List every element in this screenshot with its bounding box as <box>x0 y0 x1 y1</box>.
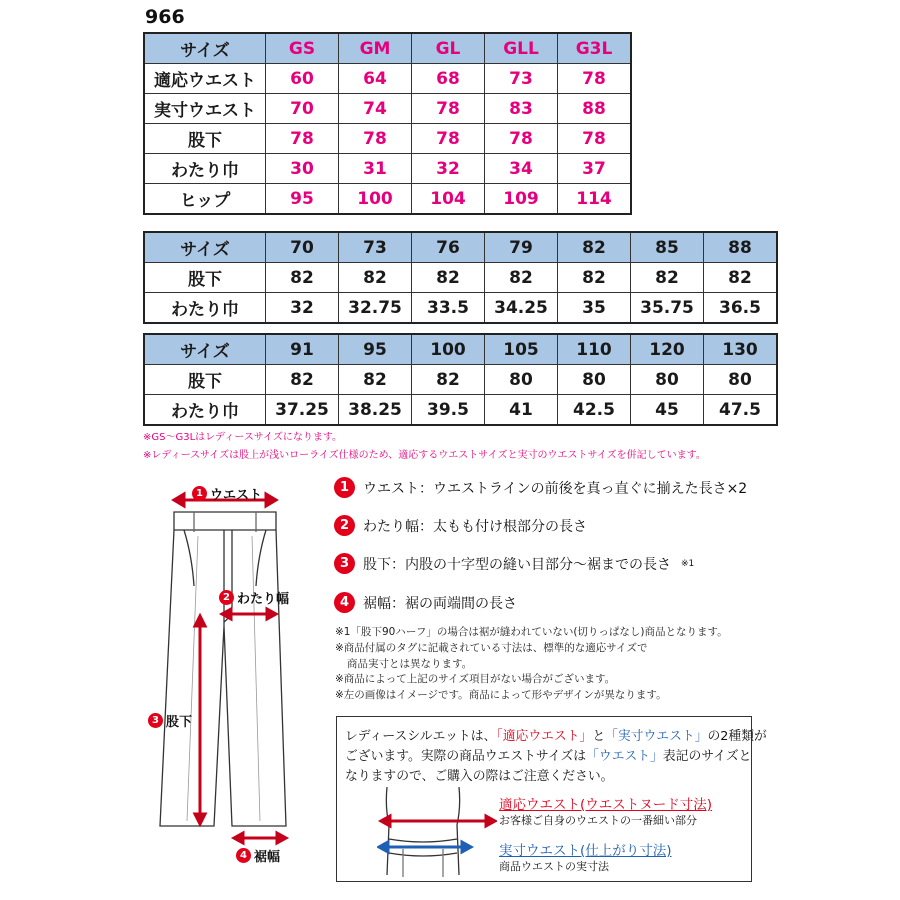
value-cell: 130 <box>704 334 778 365</box>
actual-waist-subtitle: 商品ウエストの実寸法 <box>499 860 609 873</box>
table-row <box>144 64 631 94</box>
value-cell: 80 <box>704 365 778 395</box>
value-cell: 76 <box>412 232 485 263</box>
value-cell: 78 <box>558 64 632 94</box>
footnote-3: ※商品によって上記のサイズ項目がない場合がございます。 <box>335 673 616 686</box>
diagram-label-thigh <box>219 588 289 607</box>
table-header-row <box>144 232 777 263</box>
value-cell: GM <box>339 33 412 64</box>
row-label-cell: 適応ウエスト <box>144 64 266 94</box>
value-cell: 34.25 <box>485 293 558 324</box>
value-cell: 41 <box>485 395 558 426</box>
value-cell: G3L <box>558 33 632 64</box>
row-label-cell: わたり巾 <box>144 293 266 324</box>
size-table-large <box>143 333 778 426</box>
table-header-row <box>144 33 631 64</box>
table-row <box>144 395 777 426</box>
info-l1e: の2種類が <box>707 729 767 744</box>
value-cell: 91 <box>266 334 339 365</box>
value-cell: 30 <box>266 154 339 184</box>
value-cell: 95 <box>339 334 412 365</box>
size-table-ladies <box>143 32 632 215</box>
diagram-label-waist <box>192 484 262 503</box>
value-cell: GL <box>412 33 485 64</box>
table-row <box>144 365 777 395</box>
thigh-label: わたり幅 <box>237 592 290 607</box>
table-row <box>144 124 631 154</box>
row-label-cell: 股下 <box>144 124 266 154</box>
size-table-regular <box>143 231 778 324</box>
value-cell: 73 <box>485 64 558 94</box>
definition-waist <box>334 477 747 498</box>
row-label-cell: 股下 <box>144 365 266 395</box>
value-cell: 73 <box>339 232 412 263</box>
value-cell: GLL <box>485 33 558 64</box>
note-lowrise: ※レディースサイズは股上が浅いローライズ仕様のため、適応するウエストサイズと実寸のウエストサイズを併記しています。 <box>143 450 706 461</box>
value-cell: 109 <box>485 184 558 215</box>
value-cell: 82 <box>631 263 704 293</box>
value-cell: 45 <box>631 395 704 426</box>
table-row <box>144 154 631 184</box>
footnote-4: ※左の画像はイメージです。商品によって形やデザインが異なります。 <box>335 689 667 702</box>
badge-4: 4 <box>236 848 251 863</box>
value-cell: 32 <box>266 293 339 324</box>
table-header-row <box>144 334 777 365</box>
value-cell: 100 <box>412 334 485 365</box>
footnote-2b: 商品実寸とは異なります。 <box>347 657 473 670</box>
value-cell: 78 <box>339 124 412 154</box>
value-cell: 82 <box>266 263 339 293</box>
fit-waist-subtitle: お客様ご自身のウエストの一番細い部分 <box>499 814 697 827</box>
definition-inseam <box>334 553 694 574</box>
value-cell: 110 <box>558 334 631 365</box>
def-note-3: ※1 <box>681 558 695 569</box>
info-actual-waist: 「実寸ウエスト」 <box>605 729 708 744</box>
value-cell: 82 <box>704 263 778 293</box>
value-cell: 88 <box>558 94 632 124</box>
value-cell: 105 <box>485 334 558 365</box>
table-row <box>144 293 777 324</box>
info-l3: なりますので、ご購入の際はご注意ください。 <box>345 769 614 784</box>
value-cell: 32.75 <box>339 293 412 324</box>
value-cell: 82 <box>339 365 412 395</box>
def-badge-4: 4 <box>334 592 355 613</box>
value-cell: 39.5 <box>412 395 485 426</box>
waist-label: ウエスト <box>210 488 263 503</box>
row-label-cell: 股下 <box>144 263 266 293</box>
info-l1c: と <box>592 729 606 744</box>
row-label-cell: サイズ <box>144 232 266 263</box>
row-label-cell: サイズ <box>144 33 266 64</box>
value-cell: 35 <box>558 293 631 324</box>
inseam-label: 股下 <box>166 715 193 730</box>
value-cell: 70 <box>266 232 339 263</box>
diagram-label-inseam <box>148 711 192 730</box>
value-cell: GS <box>266 33 339 64</box>
waist-illustration <box>377 787 497 877</box>
def-badge-2: 2 <box>334 515 355 536</box>
value-cell: 68 <box>412 64 485 94</box>
value-cell: 78 <box>266 124 339 154</box>
value-cell: 33.5 <box>412 293 485 324</box>
value-cell: 74 <box>339 94 412 124</box>
value-cell: 82 <box>412 263 485 293</box>
value-cell: 60 <box>266 64 339 94</box>
value-cell: 32 <box>412 154 485 184</box>
ladies-info-text <box>345 727 767 787</box>
value-cell: 36.5 <box>704 293 778 324</box>
def-badge-1: 1 <box>334 477 355 498</box>
value-cell: 82 <box>558 263 631 293</box>
info-l2c: 表記のサイズと <box>662 749 752 764</box>
fit-waist-title: 適応ウエスト(ウエストヌード寸法) <box>499 797 713 813</box>
value-cell: 70 <box>266 94 339 124</box>
row-label-cell: わたり巾 <box>144 154 266 184</box>
ladies-waist-info-box <box>336 716 767 882</box>
row-label-cell: ヒップ <box>144 184 266 215</box>
definition-hem <box>334 592 517 613</box>
def-badge-3: 3 <box>334 553 355 574</box>
value-cell: 79 <box>485 232 558 263</box>
row-label-cell: 実寸ウエスト <box>144 94 266 124</box>
table-row <box>144 94 631 124</box>
footnote-1: ※1「股下90ハーフ」の場合は裾が縫われていない(切りっぱなし)商品となります。 <box>335 626 728 638</box>
pants-diagram <box>140 476 310 876</box>
value-cell: 83 <box>485 94 558 124</box>
value-cell: 88 <box>704 232 778 263</box>
value-cell: 82 <box>485 263 558 293</box>
info-l2a: ございます。実際の商品ウエストサイズは <box>345 749 587 764</box>
diagram-label-hem <box>236 846 280 865</box>
value-cell: 104 <box>412 184 485 215</box>
value-cell: 82 <box>339 263 412 293</box>
footnotes <box>335 625 728 704</box>
table-row <box>144 263 777 293</box>
value-cell: 85 <box>631 232 704 263</box>
value-cell: 80 <box>485 365 558 395</box>
badge-2: 2 <box>219 590 234 605</box>
def-text-4: 裾幅：裾の両端間の長さ <box>363 595 517 612</box>
value-cell: 38.25 <box>339 395 412 426</box>
info-waist: 「ウエスト」 <box>586 749 663 764</box>
def-text-2: わたり幅：太もも付け根部分の長さ <box>363 518 587 535</box>
value-cell: 78 <box>485 124 558 154</box>
value-cell: 120 <box>631 334 704 365</box>
model-number: 966 <box>145 6 185 28</box>
footnote-2: ※商品付属のタグに記載されている寸法は、標準的な適応サイズで <box>335 641 648 654</box>
row-label-cell: サイズ <box>144 334 266 365</box>
value-cell: 47.5 <box>704 395 778 426</box>
def-text-1: ウエスト：ウエストラインの前後を真っ直ぐに揃えた長さ×2 <box>363 480 748 497</box>
value-cell: 34 <box>485 154 558 184</box>
table-row <box>144 184 631 215</box>
note-ladies-sizes: ※GS～G3Lはレディースサイズになります。 <box>143 432 343 443</box>
def-text-3: 股下：内股の十字型の縫い目部分～裾までの長さ <box>363 556 671 573</box>
actual-waist-title: 実寸ウエスト(仕上がり寸法) <box>499 843 672 859</box>
value-cell: 42.5 <box>558 395 631 426</box>
value-cell: 82 <box>558 232 631 263</box>
value-cell: 80 <box>631 365 704 395</box>
badge-1: 1 <box>192 486 207 501</box>
info-l1a: レディースシルエットは、 <box>345 729 497 744</box>
value-cell: 37 <box>558 154 632 184</box>
value-cell: 31 <box>339 154 412 184</box>
value-cell: 78 <box>412 124 485 154</box>
value-cell: 114 <box>558 184 632 215</box>
badge-3: 3 <box>148 713 163 728</box>
value-cell: 95 <box>266 184 339 215</box>
definition-thigh <box>334 515 587 536</box>
value-cell: 82 <box>412 365 485 395</box>
value-cell: 100 <box>339 184 412 215</box>
value-cell: 37.25 <box>266 395 339 426</box>
info-fit-waist: 「適応ウエスト」 <box>496 729 593 744</box>
value-cell: 80 <box>558 365 631 395</box>
value-cell: 64 <box>339 64 412 94</box>
hem-label: 裾幅 <box>254 850 281 865</box>
value-cell: 35.75 <box>631 293 704 324</box>
value-cell: 82 <box>266 365 339 395</box>
value-cell: 78 <box>558 124 632 154</box>
value-cell: 78 <box>412 94 485 124</box>
row-label-cell: わたり巾 <box>144 395 266 426</box>
